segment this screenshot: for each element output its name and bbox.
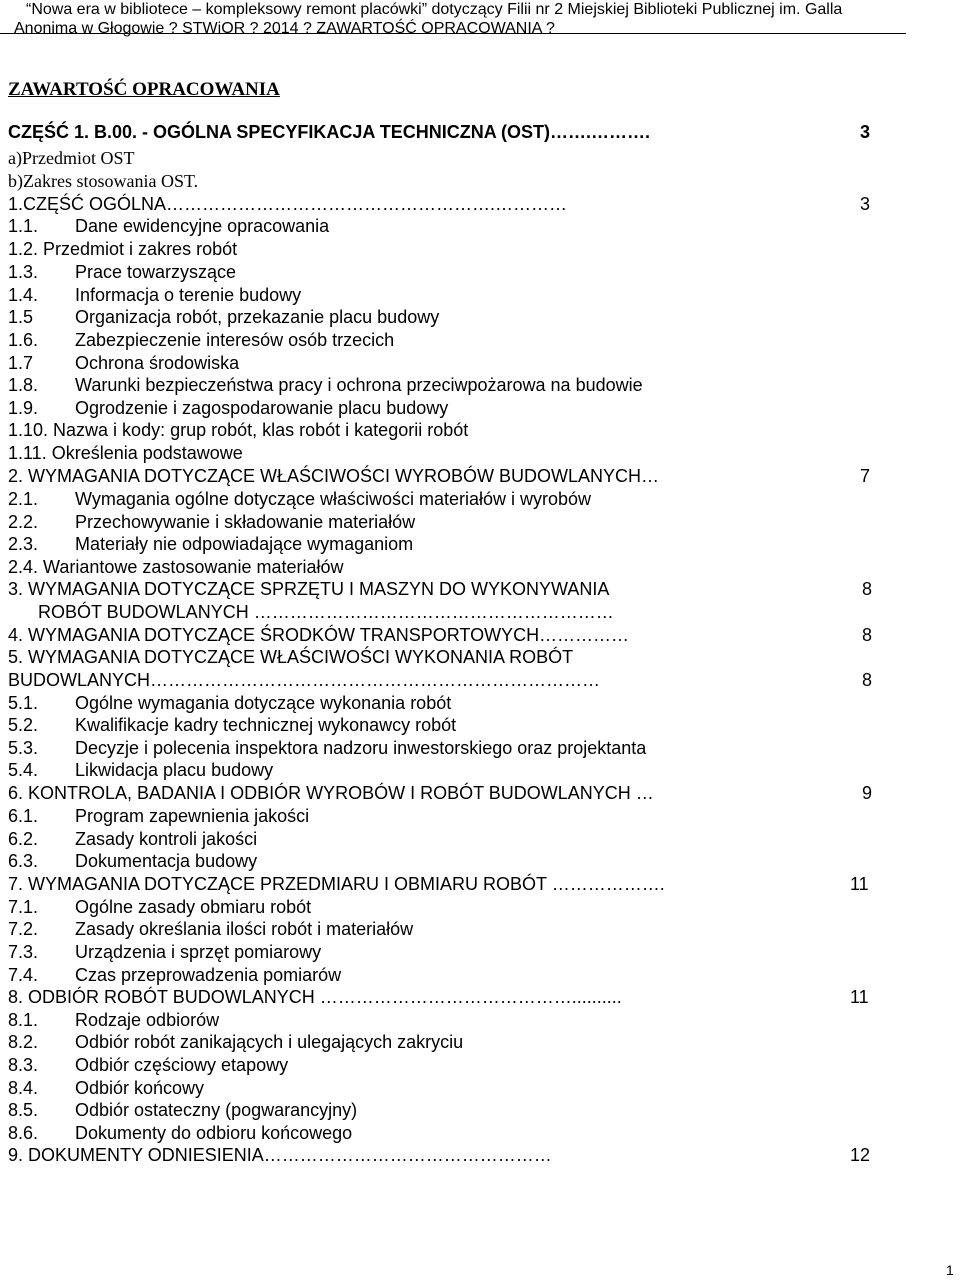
toc-entry-number: 1.4. [8, 285, 39, 305]
toc-entry-title: Odbiór ostateczny (pogwarancyjny) [75, 1100, 358, 1120]
header-line-2: Anonima w Głogowie ? STWiOR ? 2014 ? ZAWARTOŚĆ OPRACOWANIA ? [14, 20, 555, 37]
toc-entry-number: 8.5. [8, 1100, 39, 1120]
toc-entry [0, 261, 960, 283]
toc-entry-page: 8 [862, 625, 873, 645]
toc-entry-page: 11 [850, 874, 869, 894]
toc-entry-number: 1.6. [8, 330, 39, 350]
toc-entry-title: 4. WYMAGANIA DOTYCZĄCE ŚRODKÓW TRANSPORTOWYCH…………… [8, 625, 630, 645]
toc-entry-title: Zabezpieczenie interesów osób trzecich [75, 330, 395, 350]
toc-entry [0, 896, 960, 918]
toc-entry-number: 7.3. [8, 942, 39, 962]
toc-entry-number: 7.2. [8, 919, 39, 939]
toc-entry [0, 578, 960, 600]
toc-entry-title: 8. ODBIÓR ROBÓT BUDOWLANYCH …………………………………….......... [8, 987, 622, 1007]
toc-entry-title: 2. WYMAGANIA DOTYCZĄCE WŁAŚCIWOŚCI WYROBÓW BUDOWLANYCH… [8, 466, 660, 486]
toc-entry [0, 533, 960, 555]
toc-entry-number: 5.2. [8, 715, 39, 735]
toc-entry [0, 147, 960, 169]
toc-entry-number: 1.9. [8, 398, 39, 418]
toc-entry-number: 2.1. [8, 489, 39, 509]
toc-entry-title: 7. WYMAGANIA DOTYCZĄCE PRZEDMIARU I OBMIARU ROBÓT ………………. [8, 874, 665, 894]
toc-entry [0, 1031, 960, 1053]
toc-entry-title: Zasady kontroli jakości [75, 829, 258, 849]
toc-entry-title: Ogrodzenie i zagospodarowanie placu budowy [75, 398, 449, 418]
toc-entry-title: 5. WYMAGANIA DOTYCZĄCE WŁAŚCIWOŚCI WYKONANIA ROBÓT [8, 647, 574, 667]
toc-entry-title: BUDOWLANYCH………………………………………………………………… [8, 670, 601, 690]
toc-entry-title: Odbiór robót zanikających i ulegających zakryciu [75, 1032, 464, 1052]
toc-entry [0, 511, 960, 533]
toc-entry-title: Rodzaje odbiorów [75, 1010, 220, 1030]
toc-entry-number: 1.1. [8, 216, 39, 236]
toc-entry [0, 601, 960, 623]
toc-entry-page: 12 [850, 1145, 871, 1165]
toc-entry [0, 306, 960, 328]
toc-entry-number: 7.4. [8, 965, 39, 985]
toc-entry-number: 1.8. [8, 375, 39, 395]
toc-entry [0, 488, 960, 510]
toc-entry [0, 986, 960, 1008]
toc-entry-page: 11 [850, 987, 869, 1007]
toc-entry-number: 6.1. [8, 806, 39, 826]
toc-entry-title: 1.CZĘŚĆ OGÓLNA……………………………………………….………… [8, 194, 568, 214]
toc-entry [0, 1009, 960, 1031]
toc-entry-title: Wymagania ogólne dotyczące właściwości materiałów i wyrobów [75, 489, 592, 509]
toc-entry-title: Odbiór częściowy etapowy [75, 1055, 289, 1075]
toc-entry-title: Materiały nie odpowiadające wymaganiom [75, 534, 414, 554]
toc-entry-title: Urządzenia i sprzęt pomiarowy [75, 942, 322, 962]
page-number: 1 [946, 1262, 954, 1278]
toc-entry-title: Informacja o terenie budowy [75, 285, 302, 305]
toc-entry-title: b)Zakres stosowania OST. [8, 171, 199, 191]
toc-entry-number: 8.4. [8, 1078, 39, 1098]
toc-entry-title: CZĘŚĆ 1. B.00. - OGÓLNA SPECYFIKACJA TECHNICZNA (OST)…….………. [8, 122, 651, 142]
toc-entry [0, 397, 960, 419]
toc-entry [0, 964, 960, 986]
toc-entry [0, 238, 960, 260]
toc-entry-number: 1.7 [8, 353, 34, 373]
toc-entry [0, 556, 960, 578]
toc-entry [0, 737, 960, 759]
toc-entry-title: a)Przedmiot OST [8, 148, 135, 168]
toc-entry [0, 215, 960, 237]
toc-entry-title: Ogólne zasady obmiaru robót [75, 897, 312, 917]
toc-entry-title: Kwalifikacje kadry technicznej wykonawcy robót [75, 715, 457, 735]
toc-entry-title: Prace towarzyszące [75, 262, 237, 282]
toc-entry-title: Program zapewnienia jakości [75, 806, 310, 826]
toc-entry [0, 759, 960, 781]
toc-entry [0, 193, 960, 215]
toc-entry-title: Zasady określania ilości robót i materiałów [75, 919, 414, 939]
toc-entry-number: 8.1. [8, 1010, 39, 1030]
toc-entry-number: 7.1. [8, 897, 39, 917]
toc-entry-page: 3 [860, 122, 871, 142]
toc-entry [0, 850, 960, 872]
toc-entry-title: 1.10. Nazwa i kody: grup robót, klas robót i kategorii robót [8, 420, 469, 440]
toc-entry-title: Likwidacja placu budowy [75, 760, 274, 780]
toc-entry-title: Dokumentacja budowy [75, 851, 258, 871]
toc-entry-page: 9 [862, 783, 873, 803]
toc-entry-number: 2.3. [8, 534, 39, 554]
header-line-1: “Nowa era w bibliotece – kompleksowy remont placówki” dotyczący Filii nr 2 Miejskiej Biblioteki Publicznej im. Galla [26, 1, 843, 18]
toc-entry [0, 1122, 960, 1144]
toc-entry [0, 1144, 960, 1166]
toc-entry-number: 1.5 [8, 307, 34, 327]
toc-entry [0, 1099, 960, 1121]
toc-entry-number: 5.1. [8, 693, 39, 713]
toc-entry-title: Ogólne wymagania dotyczące wykonania robót [75, 693, 452, 713]
toc-entry [0, 624, 960, 646]
toc-entry-page: 3 [860, 194, 871, 214]
toc-entry [0, 284, 960, 306]
toc-entry-title: Czas przeprowadzenia pomiarów [75, 965, 342, 985]
toc-entry-number: 2.2. [8, 512, 39, 532]
toc-entry [0, 692, 960, 714]
toc-entry [0, 419, 960, 441]
toc-entry-number: 6.2. [8, 829, 39, 849]
toc-entry [0, 805, 960, 827]
toc-entry-title: 1.2. Przedmiot i zakres robót [8, 239, 238, 259]
toc-entry-title: 1.11. Określenia podstawowe [8, 443, 243, 463]
document-title: ZAWARTOŚĆ OPRACOWANIA [8, 79, 280, 100]
toc-entry-title: Odbiór końcowy [75, 1078, 205, 1098]
toc-entry [0, 442, 960, 464]
toc-entry-title: Przechowywanie i składowanie materiałów [75, 512, 416, 532]
toc-entry [0, 941, 960, 963]
toc-entry [0, 918, 960, 940]
toc-entry [0, 121, 960, 143]
toc-entry-page: 7 [860, 466, 871, 486]
toc-entry-page: 8 [862, 670, 873, 690]
toc-entry [0, 669, 960, 691]
toc-entry-number: 8.6. [8, 1123, 39, 1143]
toc-entry-title: Warunki bezpieczeństwa pracy i ochrona przeciwpożarowa na budowie [75, 375, 643, 395]
toc-entry [0, 170, 960, 192]
toc-entry-number: 5.3. [8, 738, 39, 758]
toc-entry-number: 6.3. [8, 851, 39, 871]
toc-entry-title: 9. DOKUMENTY ODNIESIENIA………………………………………… [8, 1145, 552, 1165]
toc-entry [0, 352, 960, 374]
toc-entry-number: 5.4. [8, 760, 39, 780]
toc-entry-number: 8.3. [8, 1055, 39, 1075]
toc-entry-title: Decyzje i polecenia inspektora nadzoru inwestorskiego oraz projektanta [75, 738, 647, 758]
toc-entry-title: 6. KONTROLA, BADANIA I ODBIÓR WYROBÓW I ROBÓT BUDOWLANYCH … [8, 783, 654, 803]
toc-entry-page: 8 [862, 579, 873, 599]
toc-entry-title: Ochrona środowiska [75, 353, 240, 373]
toc-entry [0, 1077, 960, 1099]
toc-entry-title: Dokumenty do odbioru końcowego [75, 1123, 353, 1143]
toc-entry [0, 374, 960, 396]
toc-entry-title: 2.4. Wariantowe zastosowanie materiałów [8, 557, 344, 577]
toc-entry [0, 873, 960, 895]
toc-entry [0, 1054, 960, 1076]
toc-entry [0, 329, 960, 351]
toc-entry-number: 1.3. [8, 262, 39, 282]
toc-entry [0, 714, 960, 736]
toc-entry-title: Organizacja robót, przekazanie placu budowy [75, 307, 440, 327]
toc-entry-title: Dane ewidencyjne opracowania [75, 216, 330, 236]
toc-entry-title: ROBÓT BUDOWLANYCH …………………………………………………… [38, 602, 614, 622]
toc-entry [0, 782, 960, 804]
toc-entry [0, 465, 960, 487]
toc-entry [0, 828, 960, 850]
toc-entry-title: 3. WYMAGANIA DOTYCZĄCE SPRZĘTU I MASZYN DO WYKONYWANIA [8, 579, 610, 599]
toc-entry [0, 646, 960, 668]
toc-entry-number: 8.2. [8, 1032, 39, 1052]
